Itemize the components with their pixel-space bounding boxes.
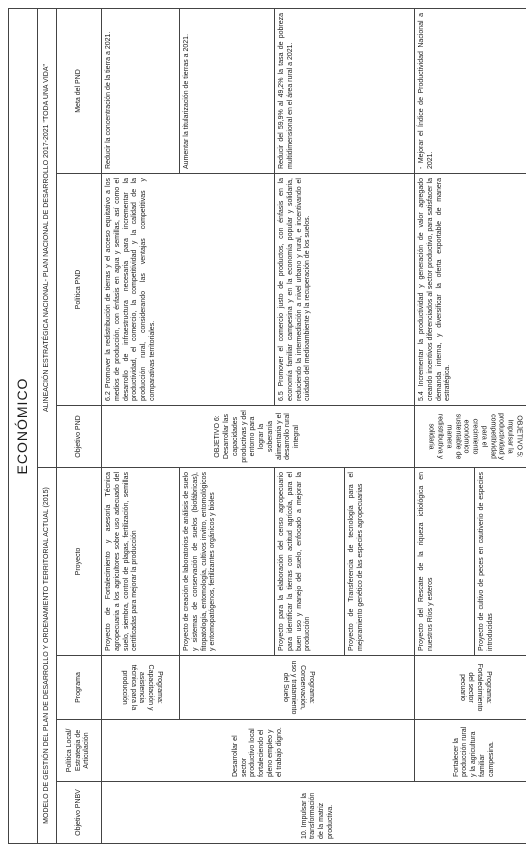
meta-pnd-cell: - Mejorar el Índice de Productividad Nacional a 2021. (415, 8, 526, 173)
objetivo-pnbv-cell (102, 782, 526, 844)
programa-cell-1 (102, 656, 180, 720)
objetivo-pnd-text: OBJETIVO 5: Impulsar la productividad y competitividad para el crecimiento económico sustentable de manera redistributiva y solidaria (428, 412, 523, 461)
politica-pnd-cell: 5.4 Incrementar la productividad y generación de valor agregado creando incentivos diferenciados al sector productivo, para satisfacer la demanda interna, y diversificar la oferta exportable de manera estratégica. (415, 174, 526, 406)
politica-local-text: Fortalecer la producción rural y la agricultura familiar campesina. (452, 726, 495, 777)
section-title: ECONÓMICO (9, 8, 38, 843)
meta-pnd-cell: Reducir la concentración de la tierra a 2021. (102, 8, 180, 173)
politica-pnd-cell: 6.2 Promover la redistribución de tierras y el acceso equitativo a los medios de producción, con énfasis en agua y semillas, así como el desarrollo de infraestructura necesaria para incrementar la productividad, el comercio, la competitividad y la calidad de la producción rural, considerando las ventajas competitivas y comparativas territoriales. (102, 174, 275, 406)
col-header-programa: Programa (57, 656, 102, 720)
objetivo-pnd-cell-2 (415, 406, 526, 468)
objetivo-pnd-text: OBJETIVO 6: Desarrollar las capacidades productivas y del entorno para lograr la soberanía alimentaria y el desarrollo rural integral (214, 410, 300, 463)
meta-pnd-cell: Aumentar la titularización de tierras a 2021. (180, 8, 275, 173)
politica-local-text: Desarrollar el sector productivo local fortaleciendo el pleno empleo y el trabajo digno. (231, 727, 283, 777)
politica-pnd-cell: 6.5 Promover el comercio justo de productos, con énfasis en la economía familiar campesina y en la economía popular y solidaria, reduciendo la intermediación a nivel urbano y rural, e incentivando el cuidado del medioambiente y la recuperación de los suelos. (275, 174, 415, 406)
col-header-objetivo-pnbv: Objetivo PNBV (57, 782, 102, 844)
objetivo-pnbv-text: 10. Impulsar la transformación de la matriz productiva. (300, 792, 334, 839)
programa-text: Programa: Conservación, uso y tratamiento del Suelo (281, 660, 315, 715)
proyecto-cell: Proyecto de creación de laboratorios de análisis de suelo y sistemas de conservación de suelos (biofábricas), fitopatología, entomología, cultivos invitro, entomológicos y entomopatógenos, fertilizantes orgánicos y bioles (180, 468, 275, 656)
proyecto-cell: Proyecto para la elaboración del censo agropecuario para identificar la tierras con actitud agrícola, para el buen uso y manejo del suelo, enfocado a mejorar la producción (275, 468, 345, 656)
politica-local-cell-2 (415, 720, 526, 782)
proyecto-cell: Proyecto del Rescate de la riqueza ictiológica en nuestros Ríos y esteros (415, 468, 475, 656)
proyecto-cell: Proyecto de cultivo de peces en cautiverio de especies introducidas (475, 468, 526, 656)
col-header-politica-local: Política Local/ Estrategia de Articulación (57, 720, 102, 782)
col-header-meta-pnd: Meta del PND (57, 8, 102, 173)
programa-cell-2 (180, 656, 415, 720)
proyecto-cell: Proyecto de Fortalecimiento y asesoría Técnica agropecuaria a los agricultores sobre uso adecuado del suelo, siembra, control de plagas, fertilización, semillas certificadas para mejorar la producción (102, 468, 180, 656)
objetivo-pnd-cell-1 (102, 406, 415, 468)
col-header-proyecto: Proyecto (57, 468, 102, 656)
politica-local-cell-1 (102, 720, 415, 782)
alignment-table (8, 8, 526, 844)
col-header-objetivo-pnd: Objetivo PND (57, 406, 102, 468)
programa-text: Programa: Capacitación y asistencia técnica para la producción (120, 664, 163, 711)
programa-cell-3 (415, 656, 526, 720)
proyecto-cell: Proyecto de Transferencia de tecnología para el mejoramiento genético de las especies agropecuarias (345, 468, 415, 656)
left-group-header: MODELO DE GESTIÓN DEL PLAN DE DESARROLLO Y ORDENAMIENTO TERRITORIAL ACTUAL (2015) (38, 468, 57, 844)
programa-text: Programa: Fortalecimiento del sector pecuario (458, 663, 492, 712)
col-header-politica-pnd: Política PND (57, 174, 102, 406)
right-group-header: ALINEACIÓN ESTRATÉGICA NACIONAL- PLAN NACIONAL DE DESARROLLO 2017-2021 "TODA UNA VIDA" (38, 8, 57, 467)
meta-pnd-cell: Reducir del 59,9% al 49,2% la tasa de pobreza multidimensional en el área rural a 2021. (275, 8, 415, 173)
